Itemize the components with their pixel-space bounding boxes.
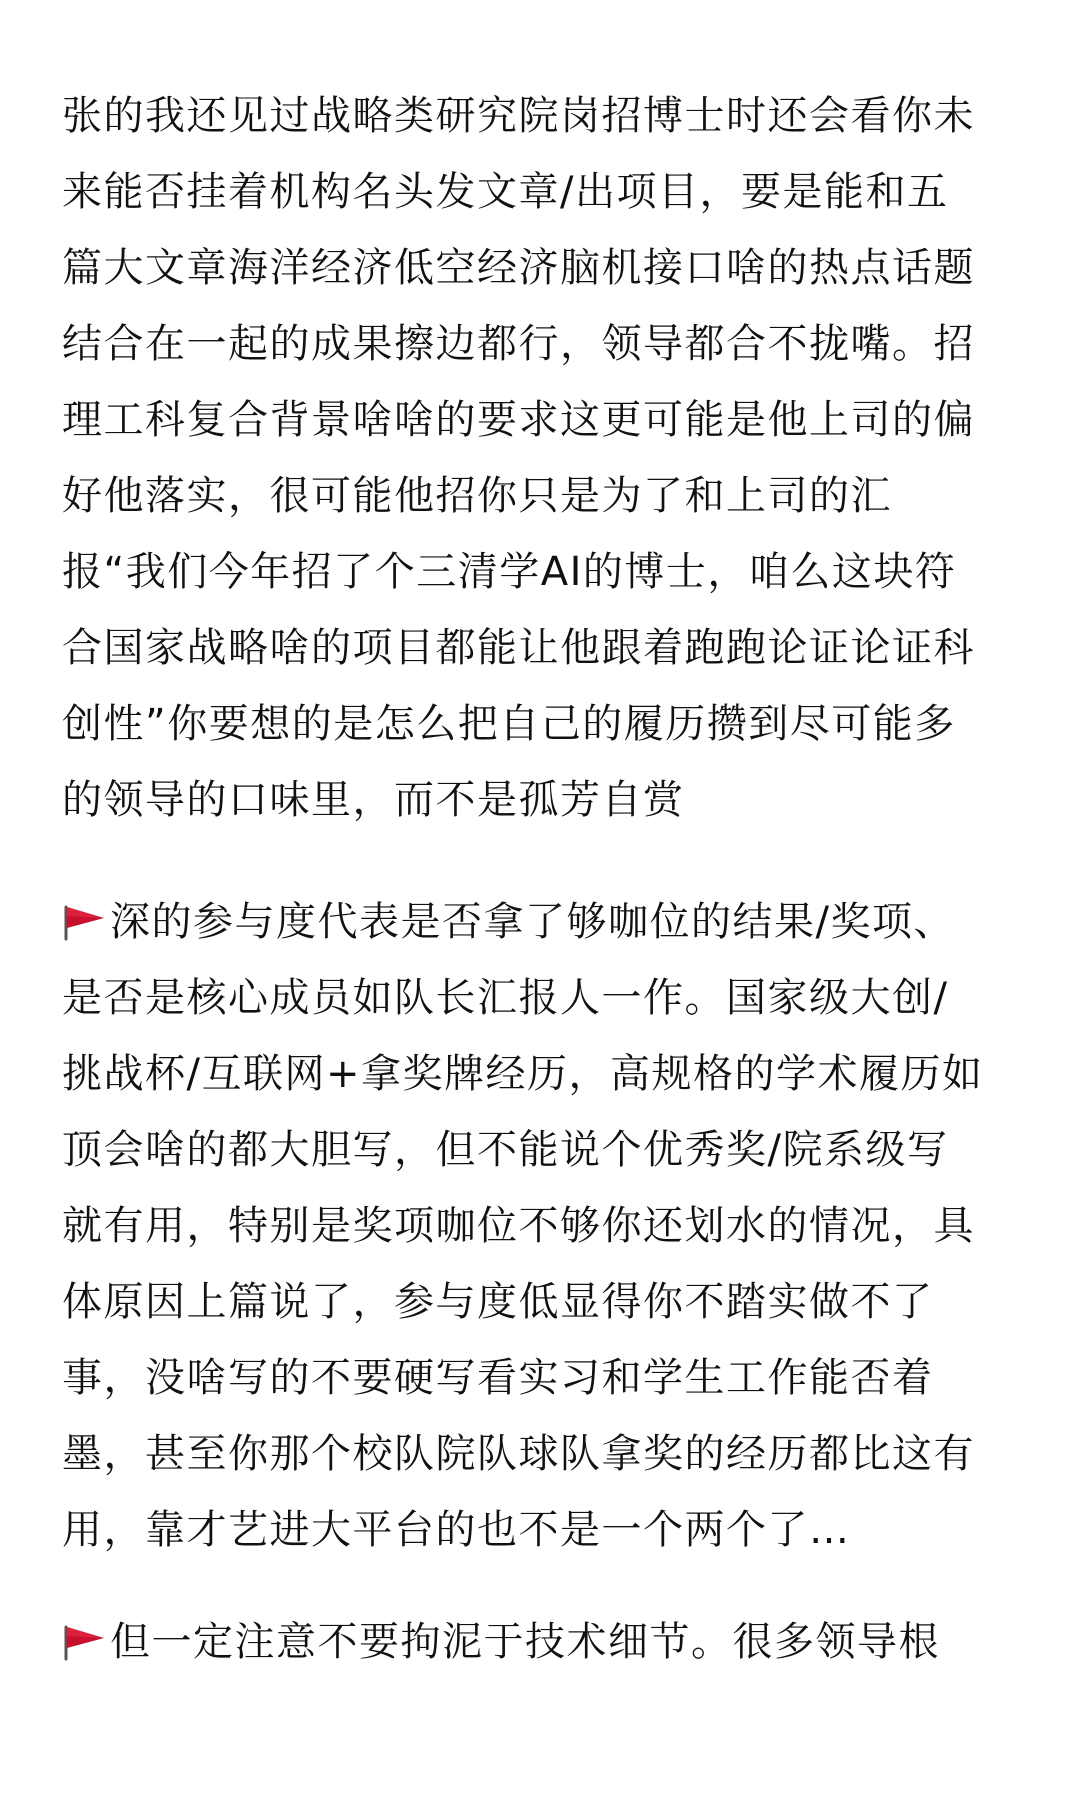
text-line-content: 但一定注意不要拘泥于技术细节。很多领导根 [110,1619,940,1665]
paragraph-spacer [62,1568,1020,1604]
paragraph-3 [62,1604,1020,1680]
text-line: 结合在一起的成果擦边都行，领导都合不拢嘴。招 [62,321,975,367]
text-line: 篇大文章海洋经济低空经济脑机接口啥的热点话题 [62,245,975,291]
text-line: 用，靠才艺进大平台的也不是一个两个了… [62,1507,851,1553]
text-line: 顶会啥的都大胆写，但不能说个优秀奖/院系级写 [62,1127,949,1173]
text-line: 报“我们今年招了个三清学AI的博士，咱么这块符 [62,549,957,595]
text-line: 理工科复合背景啥啥的要求这更可能是他上司的偏 [62,397,975,443]
text-line: 挑战杯/互联网+拿奖牌经历，高规格的学术履历如 [62,1051,984,1097]
text-line: 创性”你要想的是怎么把自己的履历攒到尽可能多 [62,701,956,747]
text-line: 的领导的口味里，而不是孤芳自赏 [62,777,685,823]
text-line: 就有用，特别是奖项咖位不够你还划水的情况，具 [62,1203,975,1249]
text-line: 来能否挂着机构名头发文章/出项目，要是能和五 [62,169,949,215]
red-flag-icon [62,1621,108,1661]
red-flag-icon [62,901,108,941]
text-line: 张的我还见过战略类研究院岗招博士时还会看你未 [62,93,975,139]
paragraph-2 [62,884,1020,1568]
paragraph-spacer [62,838,1020,884]
text-line: 是否是核心成员如队长汇报人一作。国家级大创/ [62,975,949,1021]
text-line: 体原因上篇说了，参与度低显得你不踏实做不了 [62,1279,934,1325]
text-line-content: 深的参与度代表是否拿了够咖位的结果/奖项、 [110,899,955,945]
paragraph-1 [62,78,1020,838]
text-line-with-flag [62,884,1020,960]
text-line: 合国家战略啥的项目都能让他跟着跑跑论证论证科 [62,625,975,671]
text-line: 好他落实，很可能他招你只是为了和上司的汇 [62,473,892,519]
text-line: 事，没啥写的不要硬写看实习和学生工作能否着 [62,1355,934,1401]
text-line: 墨，甚至你那个校队院队球队拿奖的经历都比这有 [62,1431,975,1477]
text-line-with-flag [62,1604,1020,1680]
